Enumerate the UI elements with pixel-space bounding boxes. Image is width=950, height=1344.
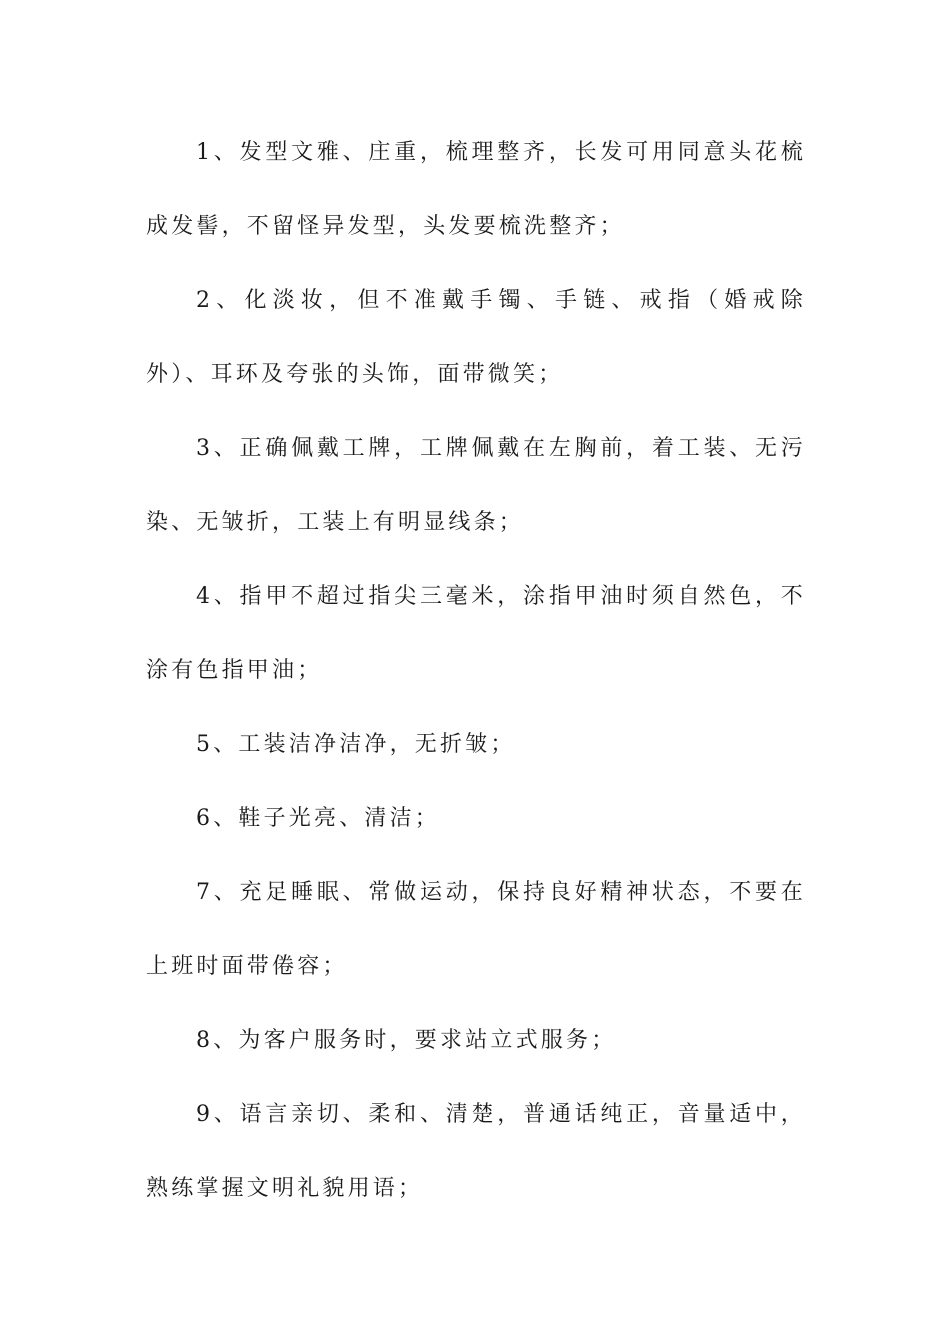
paragraph-4: 4、指甲不超过指尖三毫米，涂指甲油时须自然色，不涂有色指甲油； (146, 584, 806, 683)
paragraph-3: 3、正确佩戴工牌，工牌佩戴在左胸前，着工装、无污染、无皱折，工装上有明显线条； (146, 436, 806, 535)
paragraph-5: 5、工装洁净洁净，无折皱； (196, 732, 516, 757)
paragraph-2: 2、化淡妆，但不准戴手镯、手链、戒指（婚戒除外）、耳环及夸张的头饰，面带微笑； (146, 288, 806, 387)
paragraph-9: 9、语言亲切、柔和、清楚，普通话纯正，音量适中，熟练掌握文明礼貌用语； (146, 1102, 806, 1201)
document-body (146, 116, 806, 1226)
paragraph-6: 6、鞋子光亮、清洁； (196, 806, 440, 831)
paragraph-7: 7、充足睡眠、常做运动，保持良好精神状态，不要在上班时面带倦容； (146, 880, 806, 979)
paragraph-8: 8、为客户服务时，要求站立式服务； (196, 1028, 617, 1053)
paragraph-1: 1、发型文雅、庄重，梳理整齐，长发可用同意头花梳成发髻，不留怪异发型，头发要梳洗整齐； (146, 140, 806, 239)
